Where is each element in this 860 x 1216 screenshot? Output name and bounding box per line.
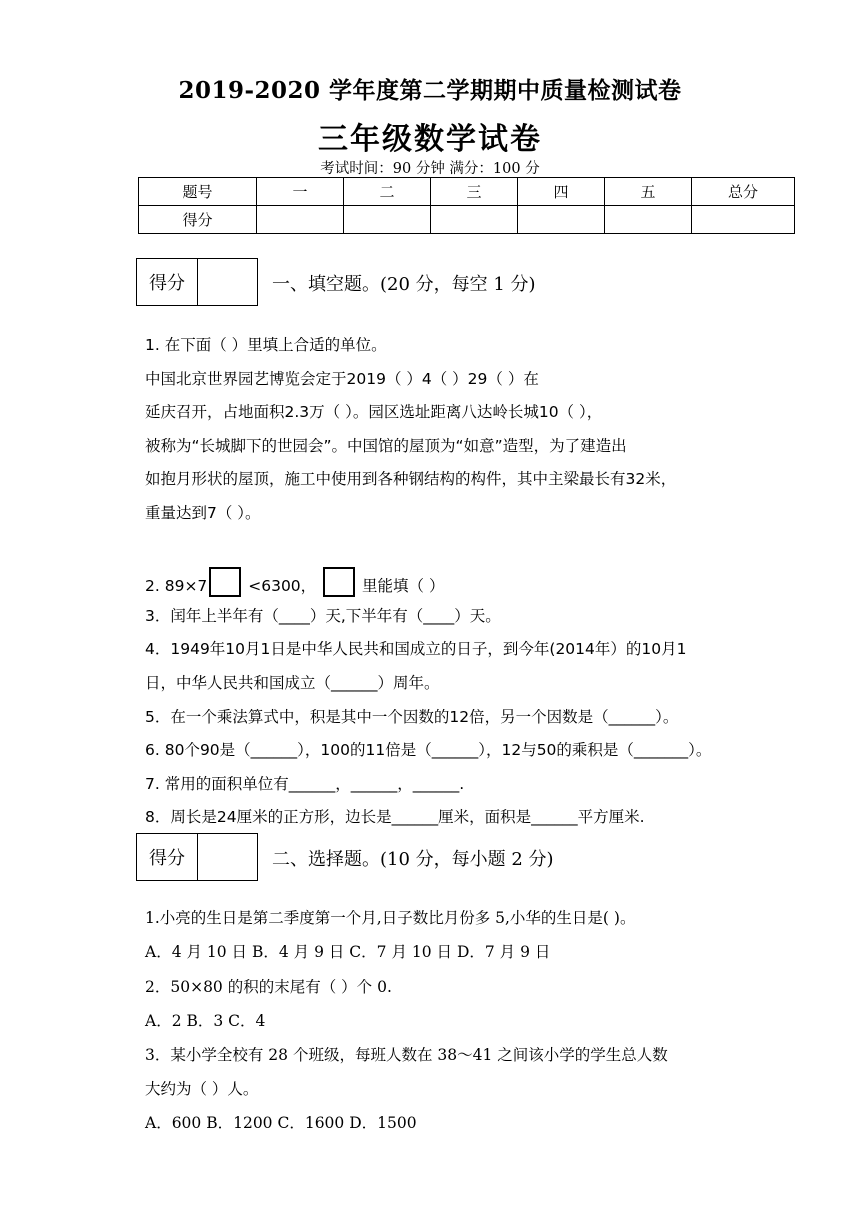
section1-heading: 一、填空题。(20 分，每空 1 分) xyxy=(272,274,536,295)
score-header-cell: 题号 xyxy=(139,178,257,206)
s1-q1-line3: 延庆召开，占地面积2.3万（ ）。园区选址距离八达岭长城10（ ）， xyxy=(145,403,603,421)
s1-q1-line4: 被称为“长城脚下的世园会”。中国馆的屋顶为“如意”造型，为了建造出 xyxy=(145,437,627,455)
exam-info: 考试时间：90 分钟 满分：100 分 xyxy=(320,161,540,177)
section1-score-label: 得分 xyxy=(137,259,198,305)
s1-q2 xyxy=(145,567,444,597)
exam-subtitle: 三年级数学试卷 xyxy=(318,122,542,157)
s2-q1: 1.小亮的生日是第二季度第一个月,日子数比月份多 5,小华的生日是( )。 xyxy=(145,909,636,927)
s2-q1-options: A．4 月 10 日 B．4 月 9 日 C．7 月 10 日 D．7 月 9 日 xyxy=(145,943,551,961)
s1-q3: 3．闰年上半年有（____）天,下半年有（____）天。 xyxy=(145,607,501,625)
score-input-cell[interactable] xyxy=(257,206,344,234)
s1-q1-line6: 重量达到7（ ）。 xyxy=(145,504,261,522)
s1-q4-line2: 日，中华人民共和国成立（______）周年。 xyxy=(145,674,440,692)
score-input-cell[interactable] xyxy=(518,206,605,234)
s1-q1-line1: 1. 在下面（ ）里填上合适的单位。 xyxy=(145,336,387,354)
s1-q2-part3: 里能填（ ） xyxy=(362,577,445,595)
section1-score-input[interactable] xyxy=(198,259,257,305)
s2-q3-options: A．600 B．1200 C．1600 D．1500 xyxy=(145,1114,417,1132)
s1-q4-line1: 4．1949年10月1日是中华人民共和国成立的日子，到今年(2014年）的10月1 xyxy=(145,640,687,658)
s2-q3-line1: 3．某小学全校有 28 个班级，每班人数在 38～41 之间该小学的学生总人数 xyxy=(145,1046,668,1064)
section1-score-box xyxy=(136,258,258,306)
s1-q2-part2: <6300， xyxy=(248,577,317,595)
score-header-cell: 总分 xyxy=(692,178,795,206)
exam-title: 2019-2020 学年度第二学期期中质量检测试卷 xyxy=(178,77,682,104)
s2-q2-options: A．2 B．3 C．4 xyxy=(145,1012,266,1030)
score-table-score-row xyxy=(139,206,795,234)
score-table xyxy=(138,177,795,234)
s1-q6: 6. 80个90是（______），100的11倍是（______），12与50的乘积是（_______）。 xyxy=(145,741,712,759)
score-input-cell[interactable] xyxy=(692,206,795,234)
score-input-cell[interactable] xyxy=(605,206,692,234)
s1-q5: 5．在一个乘法算式中，积是其中一个因数的12倍，另一个因数是（______）。 xyxy=(145,708,679,726)
score-header-cell: 四 xyxy=(518,178,605,206)
score-header-cell: 五 xyxy=(605,178,692,206)
score-header-cell: 一 xyxy=(257,178,344,206)
s1-q1-line5: 如抱月形状的屋顶，施工中使用到各种钢结构的构件，其中主梁最长有32米， xyxy=(145,470,677,488)
score-input-cell[interactable] xyxy=(431,206,518,234)
section2-score-label: 得分 xyxy=(137,834,198,880)
answer-box[interactable] xyxy=(209,567,241,597)
section2-score-box xyxy=(136,833,258,881)
s1-q2-part1: 2. 89×7 xyxy=(145,577,208,595)
section2-score-input[interactable] xyxy=(198,834,257,880)
score-header-cell: 三 xyxy=(431,178,518,206)
score-row-label: 得分 xyxy=(139,206,257,234)
answer-box[interactable] xyxy=(323,567,355,597)
s1-q8: 8．周长是24厘米的正方形，边长是______厘米，面积是______平方厘米. xyxy=(145,808,645,826)
s2-q2: 2．50×80 的积的末尾有（ ）个 0. xyxy=(145,978,392,996)
s2-q3-line2: 大约为（ ）人。 xyxy=(145,1080,259,1098)
s1-q1-line2: 中国北京世界园艺博览会定于2019（ ）4（ ）29（ ）在 xyxy=(145,370,539,388)
s1-q7: 7. 常用的面积单位有______，______，______. xyxy=(145,775,465,793)
score-input-cell[interactable] xyxy=(344,206,431,234)
section2-heading: 二、选择题。(10 分，每小题 2 分) xyxy=(272,849,554,870)
score-table-header-row xyxy=(139,178,795,206)
score-header-cell: 二 xyxy=(344,178,431,206)
